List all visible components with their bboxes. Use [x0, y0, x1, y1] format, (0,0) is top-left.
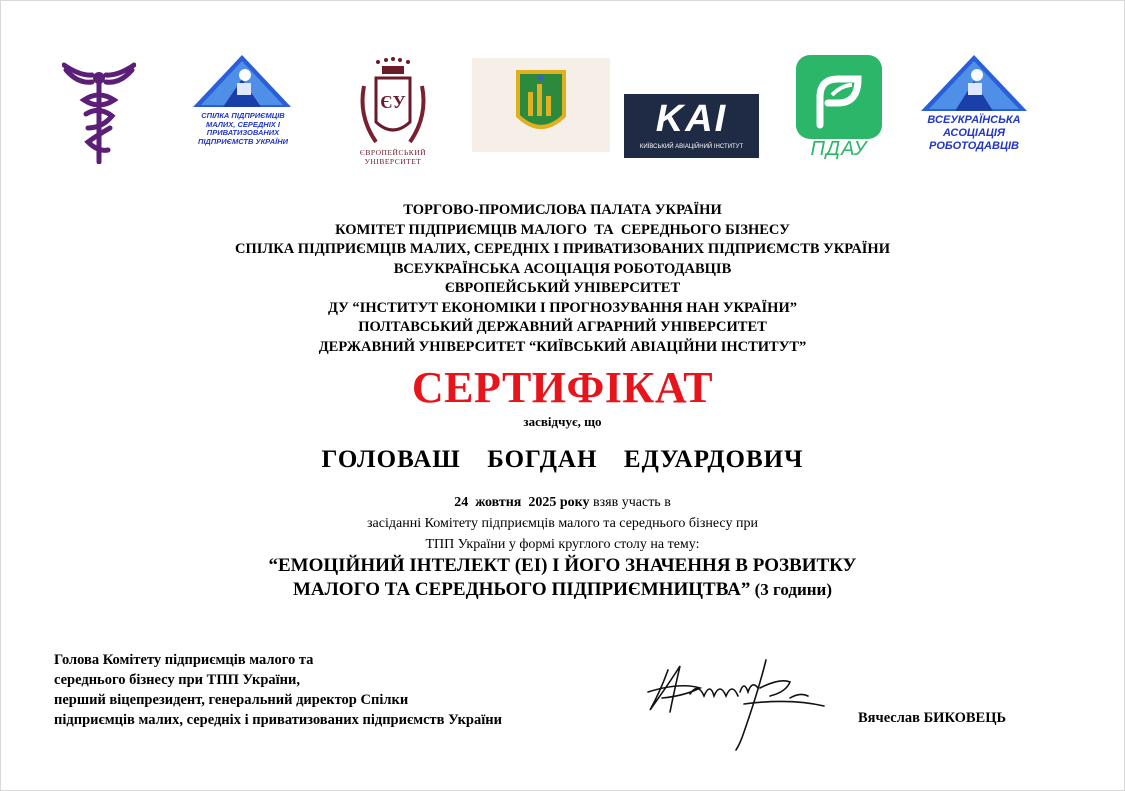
kai-logo-subtext: КИЇВСЬКИЙ АВІАЦІЙНИЙ ІНСТИТУТ — [639, 144, 744, 150]
event-duration: (3 години) — [750, 580, 833, 599]
topic-line-2-wrap — [0, 578, 1125, 602]
organization-line: СПІЛКА ПІДПРИЄМЦІВ МАЛИХ, СЕРЕДНІХ І ПРИВАТИЗОВАНИХ ПІДПРИЄМСТВ УКРАЇНИ — [235, 241, 890, 257]
svg-text:ЄУ: ЄУ — [380, 92, 406, 112]
employers-logo-caption: ВСЕУКРАЇНСЬКА АСОЦІАЦІЯ РОБОТОДАВЦІВ — [927, 114, 1021, 152]
kai-logo — [624, 94, 759, 158]
signer-position-line: перший віцепрезидент, генеральний директор Спілки — [54, 692, 409, 708]
certifies-text: засвідчує, що — [523, 414, 602, 429]
recipient-name: ГОЛОВАШ БОГДАН ЕДУАРДОВИЧ — [321, 446, 804, 473]
union-logo-caption: СПІЛКА ПІДПРИЄМЦІВ МАЛИХ, СЕРЕДНІХ І ПРИВАТИЗОВАНИХ ПІДПРИЄМСТВ УКРАЇНИ — [197, 111, 289, 146]
certificate-title: СЕРТИФІКАТ — [411, 363, 714, 412]
organization-line: ЄВРОПЕЙСЬКИЙ УНІВЕРСИТЕТ — [444, 280, 681, 296]
event-date: 24 жовтня 2025 року — [454, 495, 590, 510]
institute-economics-logo — [508, 66, 574, 144]
organization-line: ВСЕУКРАЇНСЬКА АСОЦІАЦІЯ РОБОТОДАВЦІВ — [393, 260, 732, 277]
participation-line-3: ТПП України у формі круглого столу на тему: — [425, 537, 700, 552]
pdau-logo — [796, 55, 882, 139]
logo-row — [0, 0, 1125, 180]
organizations-list — [0, 201, 1125, 357]
organization-line: ДЕРЖАВНИЙ УНІВЕРСИТЕТ “КИЇВСЬКИЙ АВІАЦІЙНИ ІНСТИТУТ” — [318, 338, 807, 355]
participation-line-2: засіданні Комітету підприємців малого та середнього бізнесу при — [367, 516, 758, 531]
organization-line: ПОЛТАВСЬКИЙ ДЕРЖАВНИЙ АГРАРНИЙ УНІВЕРСИТЕТ — [358, 319, 767, 335]
signer-position-line: Голова Комітету підприємців малого та — [54, 652, 314, 668]
handwritten-signature — [640, 652, 830, 752]
signer-position — [54, 650, 502, 730]
pdau-logo-caption: ПДАУ — [810, 138, 868, 160]
signer-position-line: підприємців малих, середніх і приватизованих підприємств України — [54, 712, 502, 728]
organization-line: КОМІТЕТ ПІДПРИЄМЦІВ МАЛОГО ТА СЕРЕДНЬОГО БІЗНЕСУ — [335, 221, 790, 238]
participation-line-1-rest: взяв участь в — [589, 495, 671, 510]
union-of-enterprises-logo — [193, 55, 291, 165]
employers-association-logo — [921, 55, 1027, 115]
kai-logo-text: KAI — [655, 98, 728, 140]
european-university-caption: ЄВРОПЕЙСЬКИЙ УНІВЕРСИТЕТ — [359, 148, 427, 166]
signer-name: Вячеслав БИКОВЕЦЬ — [858, 710, 1007, 726]
chamber-of-commerce-logo — [62, 62, 136, 164]
topic-line-2: МАЛОГО ТА СЕРЕДНЬОГО ПІДПРИЄМНИЦТВА” — [292, 579, 751, 600]
organization-line: ТОРГОВО-ПРОМИСЛОВА ПАЛАТА УКРАЇНИ — [403, 202, 722, 218]
participation-text — [0, 492, 1125, 555]
event-topic — [0, 554, 1125, 602]
signer-position-line: середнього бізнесу при ТПП України, — [54, 672, 300, 688]
organization-line: ДУ “ІНСТИТУТ ЕКОНОМІКИ І ПРОГНОЗУВАННЯ НАН УКРАЇНИ” — [328, 299, 797, 316]
participation-line-1 — [0, 492, 1125, 513]
topic-line-1: “ЕМОЦІЙНИЙ ІНТЕЛЕКТ (ЕІ) І ЙОГО ЗНАЧЕННЯ В РОЗВИТКУ — [268, 555, 857, 576]
